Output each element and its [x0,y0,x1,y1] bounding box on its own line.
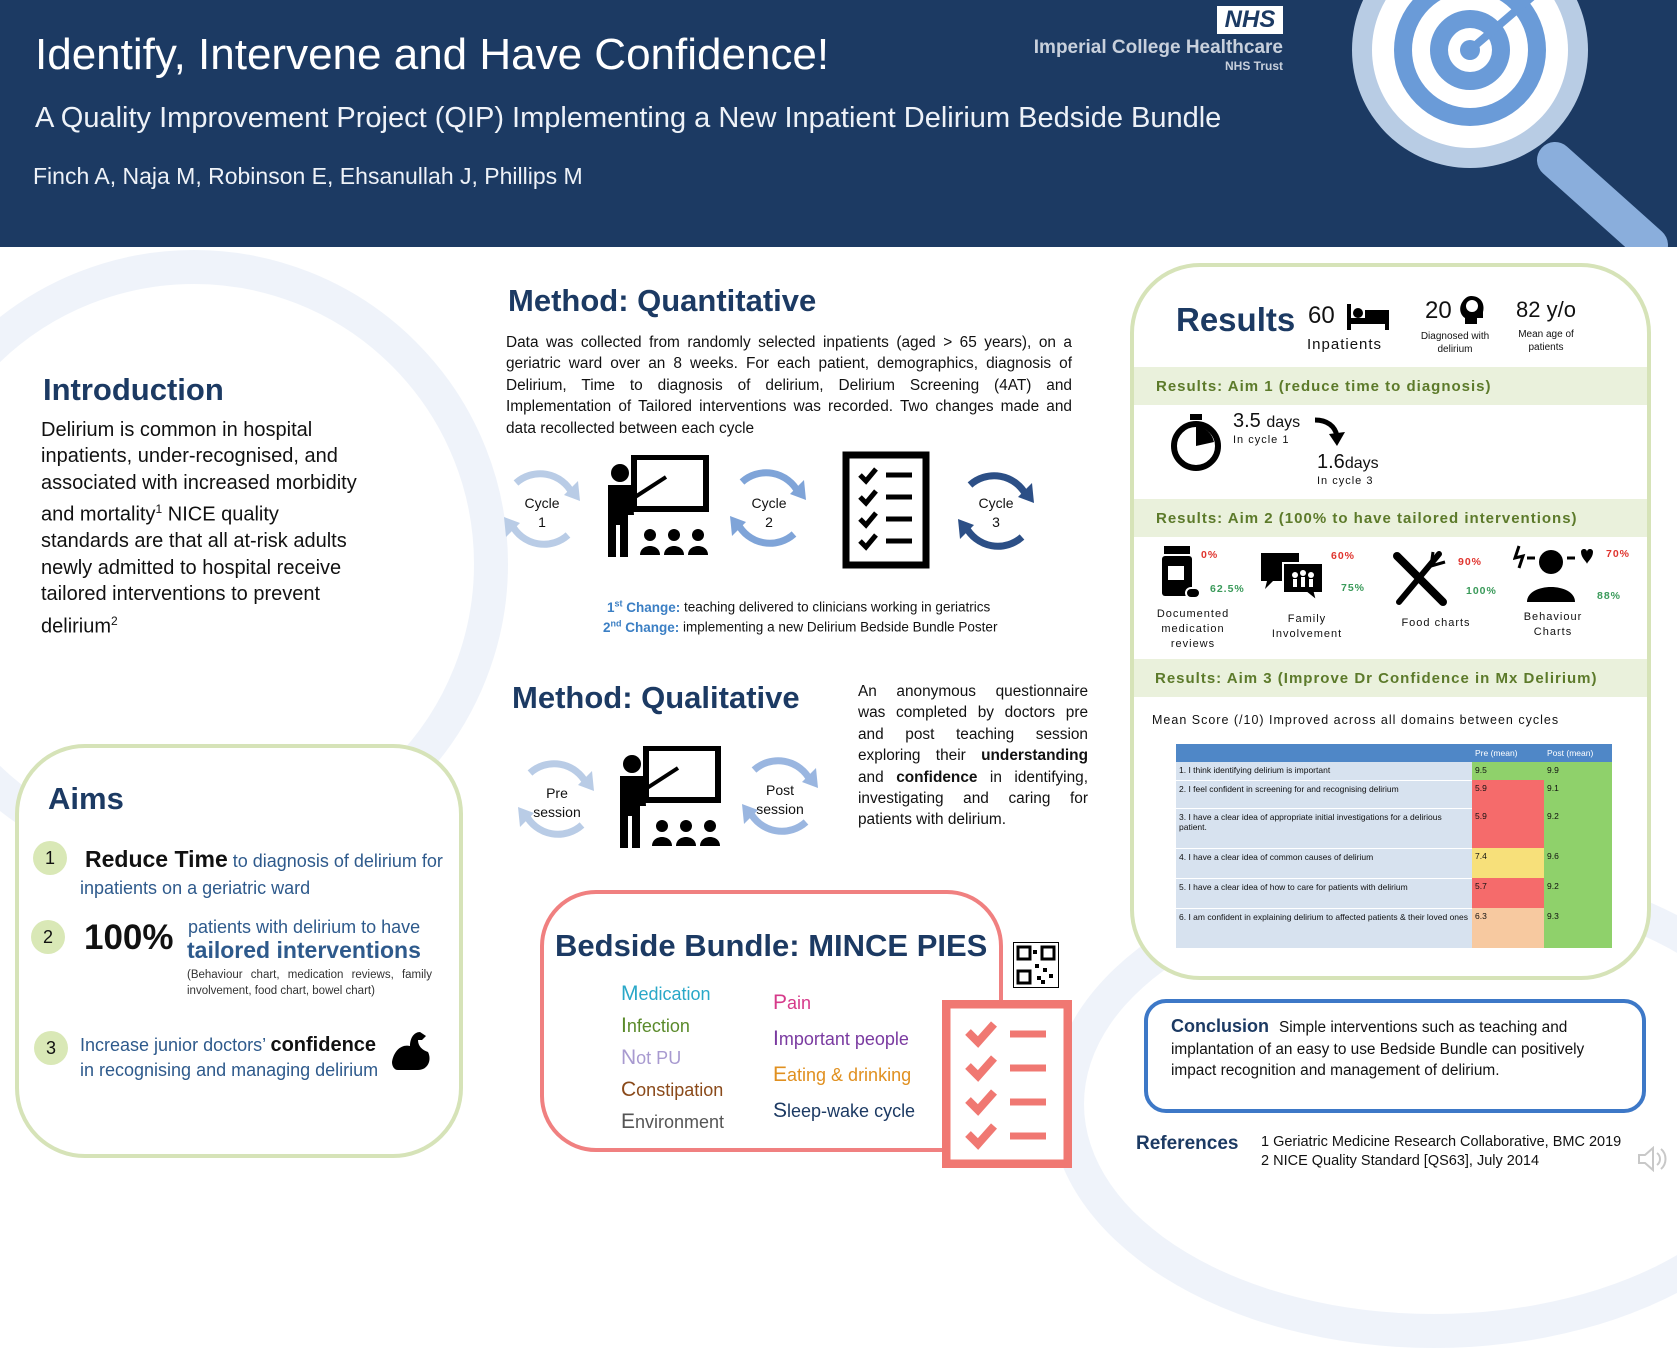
checklist-icon [942,1000,1072,1168]
poster-header [0,0,1677,247]
table-post-score: 9.9 [1544,762,1612,780]
table-pre-score: 9.5 [1472,762,1544,780]
table-post-score: 9.3 [1544,908,1612,948]
aim-1: Reduce Time to diagnosis of delirium for [85,846,443,872]
medication-label: Documented medication reviews [1156,608,1230,650]
stopwatch-icon [1168,412,1224,472]
behaviour-icon [1513,544,1593,602]
table-row [1176,848,1612,878]
inpatients-count: 60 [1308,302,1335,329]
table-post-score: 9.1 [1544,780,1612,808]
flexed-arm-icon [388,1028,434,1074]
family-label: Family Involvement [1271,613,1343,640]
table-pre-score: 6.3 [1472,908,1544,948]
food-to-pct: 100% [1466,585,1497,597]
table-pre-score: 5.9 [1472,780,1544,808]
aim-1-bar-label: Results: Aim 1 (reduce time to diagnosis) [1156,378,1492,395]
table-pre-score: 5.9 [1472,808,1544,848]
change-1: 1st Change: teaching delivered to clinicians working in geriatrics [607,598,991,615]
medication-from-pct: 0% [1201,549,1219,561]
references-list [1261,1133,1621,1171]
speaker-icon [1637,1146,1669,1172]
cycle-1-time-label: In cycle 1 [1233,434,1290,446]
diagnosed-count: 20 [1425,297,1452,324]
aim-number: 3 [34,1031,68,1065]
cycle-1-label: Cycle 1 [524,495,560,530]
trust-subtitle: NHS Trust [1224,59,1283,73]
table-post-score: 9.2 [1544,878,1612,908]
trust-name: Imperial College Healthcare [1033,37,1283,58]
pre-session-label: Pre session [533,785,581,820]
table-post-score: 9.2 [1544,808,1612,848]
hospital-bed-icon [1345,300,1391,332]
table-row [1176,808,1612,848]
aim-2-bar-label: Results: Aim 2 (100% to have tailored interventions) [1156,510,1578,527]
confidence-table [1176,744,1612,949]
cycle-3-time-label: In cycle 3 [1317,475,1374,487]
table-row [1176,908,1612,948]
behaviour-to-pct: 88% [1597,590,1622,602]
family-icon [1259,551,1325,601]
inpatients-label: Inpatients [1307,336,1383,353]
conclusion-text: Simple interventions such as teaching and implantation of an easy to use Bedside Bundle can positively impact recognition and management of delirium. [1171,1019,1585,1079]
bundle-item: Environment [621,1110,725,1133]
aim-2-bold: tailored interventions [187,937,421,963]
conclusion-heading: Conclusion [1171,1016,1269,1036]
behaviour-from-pct: 70% [1606,548,1631,560]
results-heading: Results [1176,301,1296,338]
aim-number: 1 [33,841,67,875]
table-question: 4. I have a clear idea of common causes of delirium [1176,848,1472,878]
teacher-icon [604,455,716,559]
table-row [1176,878,1612,908]
checklist-icon [842,451,930,569]
method-quantitative-heading: Method: Quantitative [508,283,817,318]
bedside-bundle-heading: Bedside Bundle: MINCE PIES [555,928,988,963]
cycle-2-label: Cycle 2 [751,495,787,530]
bundle-item: Eating & drinking [773,1063,912,1086]
aim-3-caption: Mean Score (/10) Improved across all domains between cycles [1152,713,1560,727]
table-row [1176,762,1612,780]
references-heading: References [1136,1133,1239,1154]
food-from-pct: 90% [1458,556,1483,568]
aim-3-line2: in recognising and managing delirium [80,1060,379,1080]
qr-code-icon [1013,942,1059,988]
aim-3-bar-label: Results: Aim 3 (Improve Dr Confidence in Mx Delirium) [1155,670,1598,687]
table-pre-score: 7.4 [1472,848,1544,878]
bundle-item: Sleep-wake cycle [773,1099,916,1122]
method-quantitative-text: Data was collected from randomly selected inpatients (aged > 65 years), on a geriatric ward over an 8 weeks. For each patient, demographics, diagnosis of Delirium, Time to diagnosis of delirium, Delirium Screening (4AT) and Implementation of Tailored interventions was recorded. Two changes made and data recollected between each cycle [506,334,1072,437]
mean-age: 82 y/o [1516,297,1576,322]
curved-arrow-icon [1313,416,1347,446]
diagnosed-label: Diagnosed with delirium [1420,331,1490,355]
teacher-icon [616,746,728,850]
reference-item: 1 Geriatric Medicine Research Collaborative, BMC 2019 [1261,1134,1622,1150]
mince-list-left [621,978,724,1138]
bundle-item: Constipation [621,1078,724,1101]
food-icon [1391,550,1449,608]
authors: Finch A, Naja M, Robinson E, Ehsanullah J, Phillips M [33,163,583,189]
brain-head-icon [1457,294,1487,326]
cycle-1-time: 3.5 days [1233,410,1301,432]
target-magnifier-icon [1340,0,1670,247]
post-session-label: Post session [756,782,804,817]
family-to-pct: 75% [1341,582,1366,594]
table-question: 5. I have a clear idea of how to care for patients with delirium [1176,878,1472,908]
medication-icon [1160,544,1200,600]
poster-title: Identify, Intervene and Have Confidence! [35,30,830,79]
table-question: 2. I feel confident in screening for and recognising delirium [1176,780,1472,808]
table-header [1176,744,1472,762]
bundle-item: Not PU [621,1046,682,1069]
aim-3: Increase junior doctors’ confidence [80,1034,377,1056]
family-from-pct: 60% [1331,550,1356,562]
method-qualitative-text: An anonymous questionnaire was completed by doctors pre and post teaching session exploring their understanding and confidence in identifying, investigating and caring for patients with delirium. [858,683,1088,829]
aim-1-line2: inpatients on a geriatric ward [80,878,311,898]
bundle-item: Medication [621,982,711,1005]
table-question: 6. I am confident in explaining delirium to affected patients & their loved ones [1176,908,1472,948]
change-2: 2nd Change: implementing a new Delirium Bedside Bundle Poster [603,618,998,635]
cycle-3-label: Cycle 3 [978,495,1014,530]
table-header: Post (mean) [1544,744,1612,762]
nhs-logo: NHS [1217,6,1283,34]
table-header: Pre (mean) [1472,744,1544,762]
method-qualitative-heading: Method: Qualitative [512,680,800,715]
food-label: Food charts [1401,617,1471,629]
aim-2-percentage: 100% [84,918,174,957]
behaviour-label: Behaviour Charts [1523,611,1583,638]
cycle-3-time: 1.6days [1317,451,1379,473]
table-row [1176,780,1612,808]
aims-heading: Aims [48,781,124,816]
mince-list-right [773,985,915,1129]
table-header-row [1176,744,1612,762]
bundle-item: Pain [773,991,812,1014]
aim-number: 2 [31,920,65,954]
table-question: 1. I think identifying delirium is important [1176,762,1472,780]
conclusion-text-block [1171,1016,1626,1082]
introduction-text: Delirium is common in hospital inpatients, under-recognised, and associated with increased morbidity and mortality$^1$ NICE quality standards are that all at-risk adults newly admitted to hospital receive tailored interventions to prevent delirium$^2$ [41,419,357,638]
table-post-score: 9.6 [1544,848,1612,878]
poster-subtitle: A Quality Improvement Project (QIP) Implementing a New Inpatient Delirium Bedside Bundle [35,102,1222,134]
reference-item: 2 NICE Quality Standard [QS63], July 2014 [1261,1153,1540,1169]
medication-to-pct: 62.5% [1210,583,1245,595]
table-pre-score: 5.7 [1472,878,1544,908]
aim-2-note: (Behaviour chart, medication reviews, family involvement, food chart, bowel chart) [187,969,432,997]
introduction-heading: Introduction [43,372,224,407]
bundle-item: Infection [621,1014,690,1037]
table-question: 3. I have a clear idea of appropriate initial investigations for a delirious patient. [1176,808,1472,848]
aim-2-line1: patients with delirium to have [188,917,421,937]
mean-age-label: Mean age of patients [1518,329,1574,353]
bundle-item: Important people [773,1027,909,1050]
